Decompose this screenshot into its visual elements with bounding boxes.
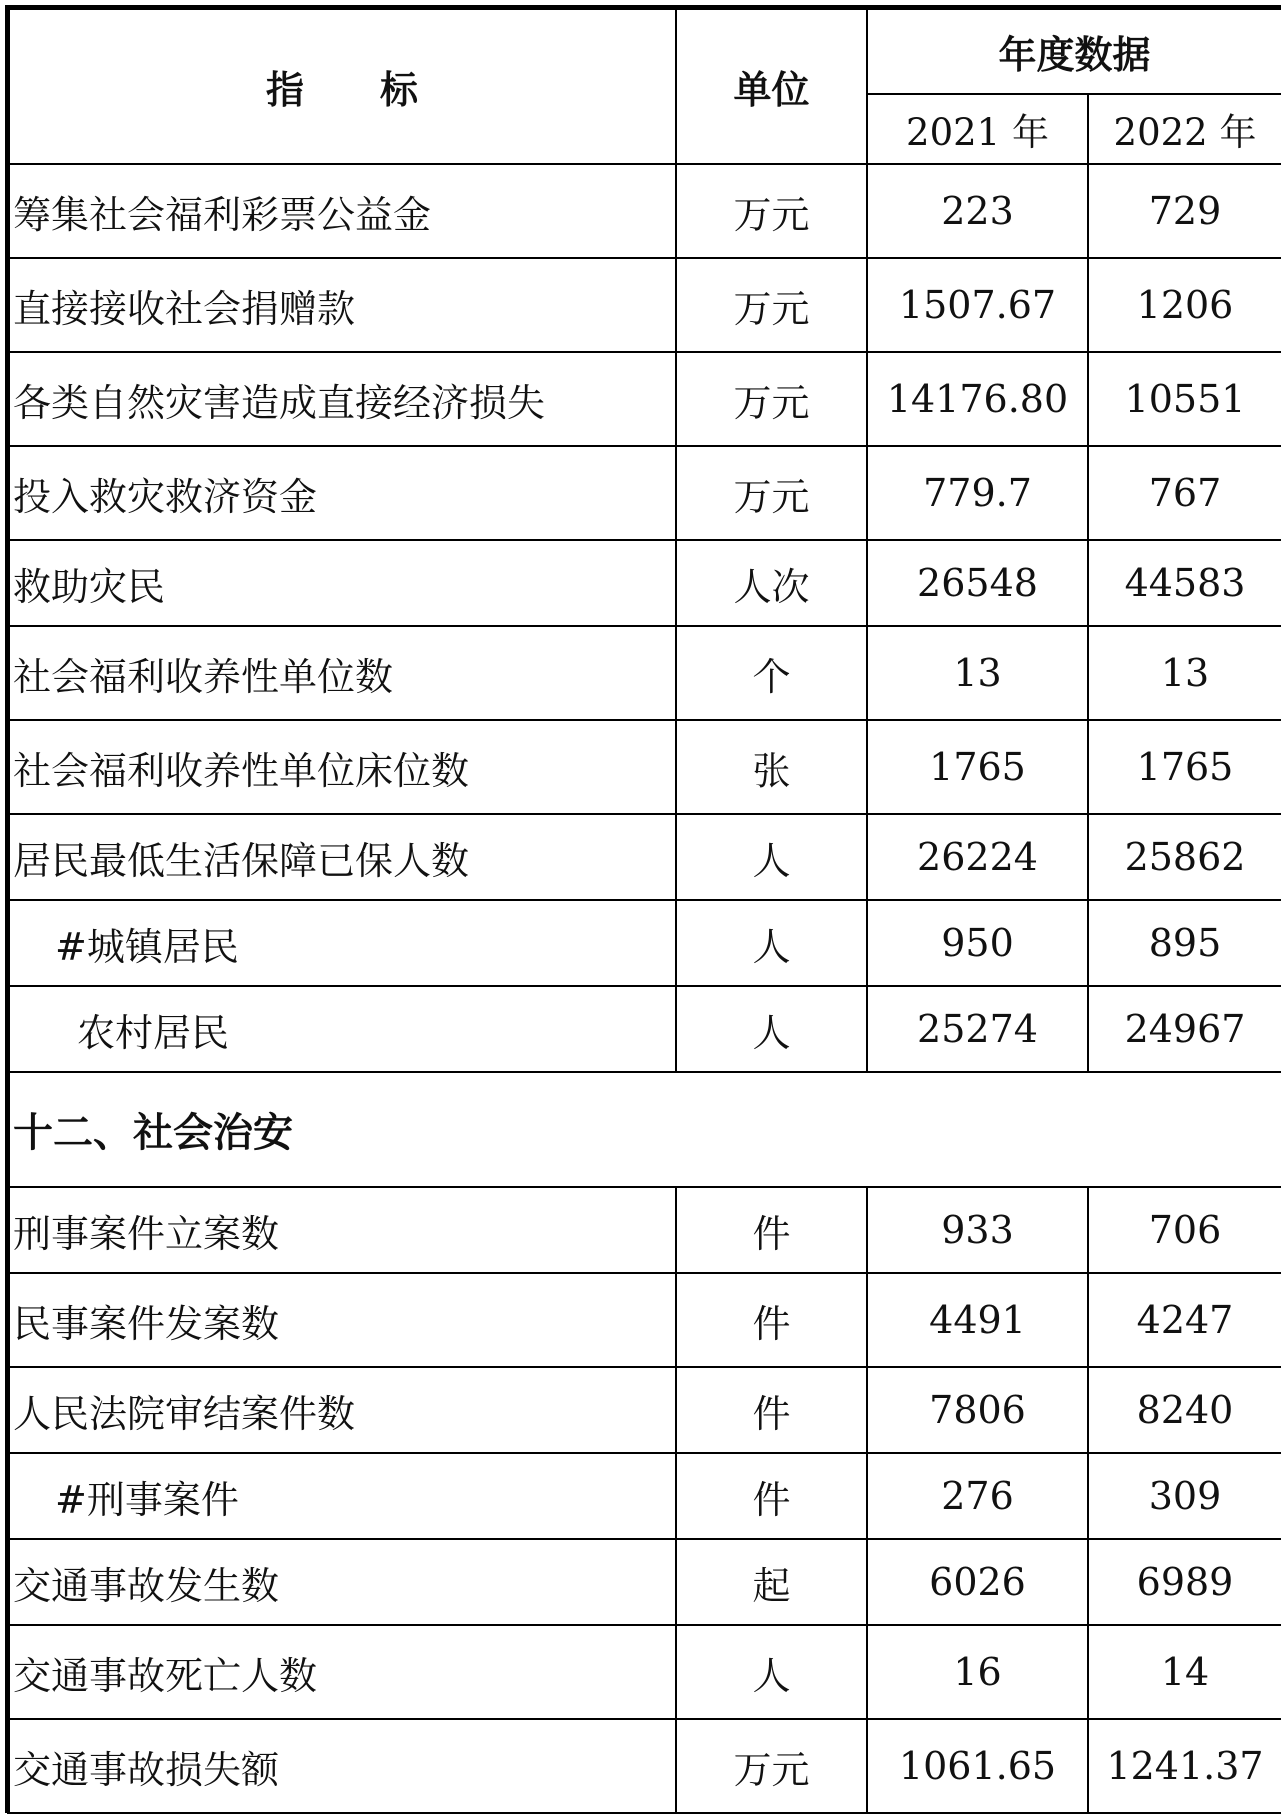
row-value-2021: 933 xyxy=(867,1187,1088,1273)
table-row xyxy=(8,720,1281,814)
table-row xyxy=(8,164,1281,258)
row-indicator: 人民法院审结案件数 xyxy=(8,1367,676,1453)
row-value-2022: 767 xyxy=(1088,446,1281,540)
row-value-2022: 24967 xyxy=(1088,986,1281,1072)
row-unit: 人 xyxy=(676,1625,867,1719)
row-unit: 万元 xyxy=(676,446,867,540)
row-unit: 人 xyxy=(676,814,867,900)
table-row xyxy=(8,814,1281,900)
row-value-2022: 25862 xyxy=(1088,814,1281,900)
row-value-2021: 26224 xyxy=(867,814,1088,900)
row-value-2021: 779.7 xyxy=(867,446,1088,540)
row-unit: 万元 xyxy=(676,258,867,352)
row-indicator: 农村居民 xyxy=(8,986,676,1072)
table-row xyxy=(8,626,1281,720)
row-unit: 件 xyxy=(676,1453,867,1539)
section-row xyxy=(8,1072,1281,1187)
row-value-2021: 4491 xyxy=(867,1273,1088,1367)
row-unit: 件 xyxy=(676,1187,867,1273)
table-row xyxy=(8,258,1281,352)
header-year-2022: 2022 年 xyxy=(1088,94,1281,164)
row-value-2022: 14 xyxy=(1088,1625,1281,1719)
row-indicator: 交通事故发生数 xyxy=(8,1539,676,1625)
section-title: 十二、社会治安 xyxy=(8,1072,1281,1187)
row-indicator: 筹集社会福利彩票公益金 xyxy=(8,164,676,258)
row-indicator: #刑事案件 xyxy=(8,1453,676,1539)
row-indicator: 居民最低生活保障已保人数 xyxy=(8,814,676,900)
row-unit: 万元 xyxy=(676,164,867,258)
row-value-2022: 4247 xyxy=(1088,1273,1281,1367)
row-value-2021: 26548 xyxy=(867,540,1088,626)
row-unit: 件 xyxy=(676,1273,867,1367)
table-row xyxy=(8,1187,1281,1273)
table-row xyxy=(8,1273,1281,1367)
table-row xyxy=(8,1625,1281,1719)
row-indicator: #城镇居民 xyxy=(8,900,676,986)
row-indicator: 民事案件发案数 xyxy=(8,1273,676,1367)
row-indicator: 直接接收社会捐赠款 xyxy=(8,258,676,352)
row-value-2021: 16 xyxy=(867,1625,1088,1719)
table-row xyxy=(8,1719,1281,1813)
row-unit: 人 xyxy=(676,986,867,1072)
row-value-2021: 950 xyxy=(867,900,1088,986)
row-unit: 万元 xyxy=(676,352,867,446)
row-indicator: 社会福利收养性单位数 xyxy=(8,626,676,720)
row-value-2021: 25274 xyxy=(867,986,1088,1072)
header-unit: 单位 xyxy=(676,8,867,164)
row-unit: 人 xyxy=(676,900,867,986)
row-unit: 起 xyxy=(676,1539,867,1625)
table-row xyxy=(8,1539,1281,1625)
row-indicator: 刑事案件立案数 xyxy=(8,1187,676,1273)
row-value-2022: 10551 xyxy=(1088,352,1281,446)
row-indicator: 各类自然灾害造成直接经济损失 xyxy=(8,352,676,446)
table-row xyxy=(8,986,1281,1072)
row-value-2022: 895 xyxy=(1088,900,1281,986)
row-unit: 人次 xyxy=(676,540,867,626)
row-unit: 张 xyxy=(676,720,867,814)
row-value-2022: 706 xyxy=(1088,1187,1281,1273)
statistics-table xyxy=(7,7,1281,1814)
table-row xyxy=(8,446,1281,540)
row-value-2022: 309 xyxy=(1088,1453,1281,1539)
row-value-2021: 14176.80 xyxy=(867,352,1088,446)
row-value-2021: 223 xyxy=(867,164,1088,258)
row-value-2022: 6989 xyxy=(1088,1539,1281,1625)
row-value-2022: 44583 xyxy=(1088,540,1281,626)
row-unit: 个 xyxy=(676,626,867,720)
row-value-2021: 13 xyxy=(867,626,1088,720)
row-value-2021: 1061.65 xyxy=(867,1719,1088,1813)
table-row xyxy=(8,1367,1281,1453)
row-indicator: 投入救灾救济资金 xyxy=(8,446,676,540)
row-indicator: 交通事故死亡人数 xyxy=(8,1625,676,1719)
row-value-2021: 1507.67 xyxy=(867,258,1088,352)
row-value-2022: 1241.37 xyxy=(1088,1719,1281,1813)
row-value-2022: 729 xyxy=(1088,164,1281,258)
header-indicator: 指 标 xyxy=(8,8,676,164)
row-value-2022: 13 xyxy=(1088,626,1281,720)
row-value-2022: 1206 xyxy=(1088,258,1281,352)
header-annual-data: 年度数据 xyxy=(867,8,1281,94)
row-indicator: 社会福利收养性单位床位数 xyxy=(8,720,676,814)
row-unit: 万元 xyxy=(676,1719,867,1813)
row-value-2022: 1765 xyxy=(1088,720,1281,814)
row-value-2021: 7806 xyxy=(867,1367,1088,1453)
table-row xyxy=(8,540,1281,626)
row-unit: 件 xyxy=(676,1367,867,1453)
row-value-2021: 1765 xyxy=(867,720,1088,814)
row-value-2021: 6026 xyxy=(867,1539,1088,1625)
table-row xyxy=(8,900,1281,986)
row-indicator: 交通事故损失额 xyxy=(8,1719,676,1813)
header-year-2021: 2021 年 xyxy=(867,94,1088,164)
row-value-2021: 276 xyxy=(867,1453,1088,1539)
table-row xyxy=(8,1453,1281,1539)
row-value-2022: 8240 xyxy=(1088,1367,1281,1453)
row-indicator: 救助灾民 xyxy=(8,540,676,626)
table-row xyxy=(8,352,1281,446)
